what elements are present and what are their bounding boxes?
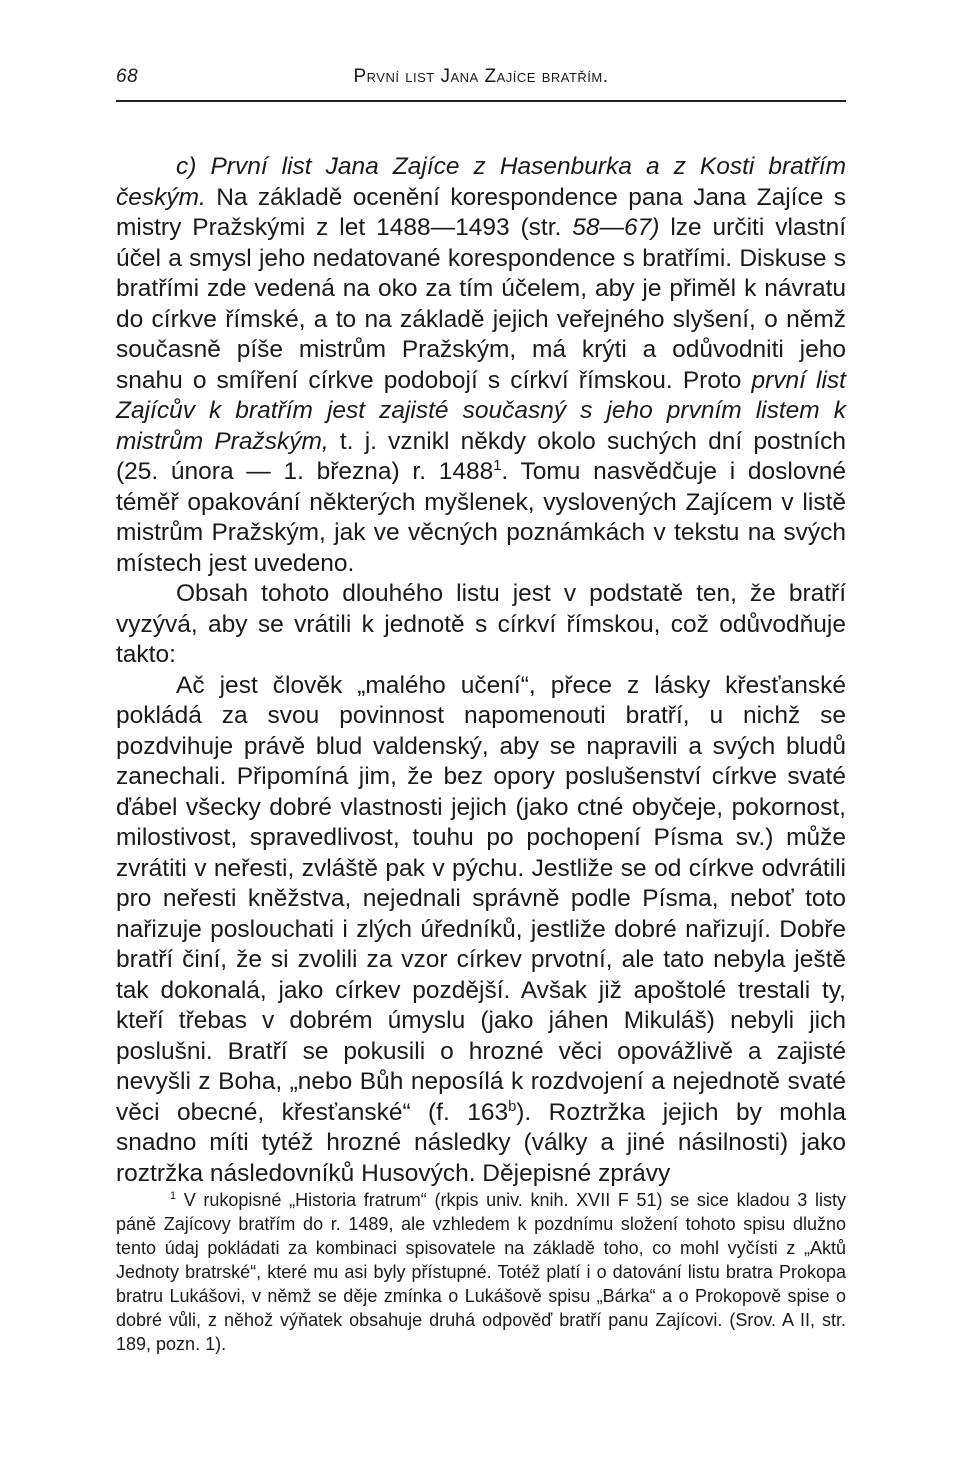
paragraph-3-text-a: Ač jest člověk „malého učení“, přece z lásky křesťanské pokládá za svou povinnost napomenouti bratří, u nichž se pozdvihuje právě blud valdenský, aby se napravili a svých bludů zanechali. Připomíná jim, že bez opory poslušenství církve svaté ďábel všecky dobré vlastnosti jejich (jako ctné obyčeje, pokornost, milostivost, spravedlivost, touhu po pochopení Písma sv.) může zvrátiti v neřesti, zvláště pak v pýchu. Jestliže se od církve odvrátili pro neřesti kněžstva, nejednali správně podle Písma, neboť toto nařizuje poslouchati i zlých úředníků, jestliže dobré nařizují. Dobře bratří činí, že si zvolili za vzor církev prvotní, ale tato nebyla ještě tak dokonalá, jako církev pozdější. Avšak již apoštolé trestali ty, kteří třebas v dobrém úmyslu (jako jáhen Mikuláš) nebyli jich poslušni. Bratří se pokusili o hrozné věci opovážlivě a zajisté nevyšli z Boha, „nebo Bůh neposílá k rozdvojení a nejednotě svaté věci obecné, křesťanské“ (f. 163 [116, 671, 846, 1126]
paragraph-1-text-d: . Tomu nasvědčuje i doslovné téměř opakování některých myšlenek, vyslovených Zajícem v listě mistrům Pražským, jak ve věcných poznámkách v tekstu na svých místech jest uvedeno. [116, 458, 846, 577]
footnote-reference: 1 [493, 457, 502, 474]
folio-superscript: b [508, 1098, 517, 1115]
section-title: První list Jana Zajíce z Hasenburka a z Kosti bratřím českým. [116, 153, 846, 211]
paragraph-2: Obsah tohoto dlouhého listu jest v podstatě ten, že bratří vyzývá, aby se vrátili k jednotě s církví římskou, což odůvodňuje takto: [116, 580, 846, 668]
footnote-text: V rukopisné „Historia fratrum“ (rkpis univ. knih. XVII F 51) se sice kladou 3 listy páně Zajícovy bratřím do r. 1489, ale vzhledem k pozdnímu složení tohoto spisu dlužno tento údaj pokládati za kombinaci spisovatele na základě toho, co mohl vyčísti z „Aktů Jednoty bratrské“, které mu asi byly přístupné. Totéž platí i o datování listu bratra Prokopa bratru Lukášovi, v němž se děje zmínka o Lukášově spisu „Bárka“ a o Prokopově spise o dobré vůli, z něhož výňatek obsahuje druhá odpověď bratří panu Zajícovi. (Srov. A II, str. 189, pozn. 1). [116, 1190, 846, 1354]
paragraph-1-text-a: Na základě ocenění korespondence pana Jana Zajíce s mistry Pražskými z let 1488—1493 (str. [116, 183, 846, 241]
paragraph-3 [116, 671, 846, 1190]
section-label: c) [176, 153, 197, 180]
paragraph-1-text-b: lze určiti vlastní účel a smysl jeho nedatované korespondence s bratřími. Diskuse s bratřími zde vedená na oko za tím účelem, aby je přiměl k návratu do církve římské, a to na základě jejich veřejného slyšení, o němž současně píše mistrům Pražským, má krýti a odůvodniti jeho snahu o smíření církve podobojí s církví římskou. Proto [116, 214, 847, 394]
paragraph-1-emphasis: první list Zajícův k bratřím jest zajisté současný s jeho prvním listem k mistrům Pražským, [116, 366, 846, 455]
running-title: První list Jana Zajíce bratřím. [353, 66, 609, 87]
footnote-marker: 1 [170, 1190, 177, 1202]
page-number: 68 [116, 66, 139, 87]
paragraph-1 [116, 152, 846, 579]
header-rule [116, 100, 846, 102]
page-range: 58—67) [572, 214, 660, 241]
paragraph-1-text-c: t. j. vznikl někdy okolo suchých dní postních (25. února — 1. března) r. 1488 [116, 427, 846, 485]
main-text [116, 152, 846, 1189]
footnote [116, 1188, 846, 1356]
footnote-paragraph [116, 1188, 846, 1356]
paragraph-3-text-b: ). Roztržka jejich by mohla snadno míti tytéž hrozné následky (války a jiné násilnosti) jako roztržka následovníků Husových. Dějepisné zprávy [116, 1098, 846, 1187]
